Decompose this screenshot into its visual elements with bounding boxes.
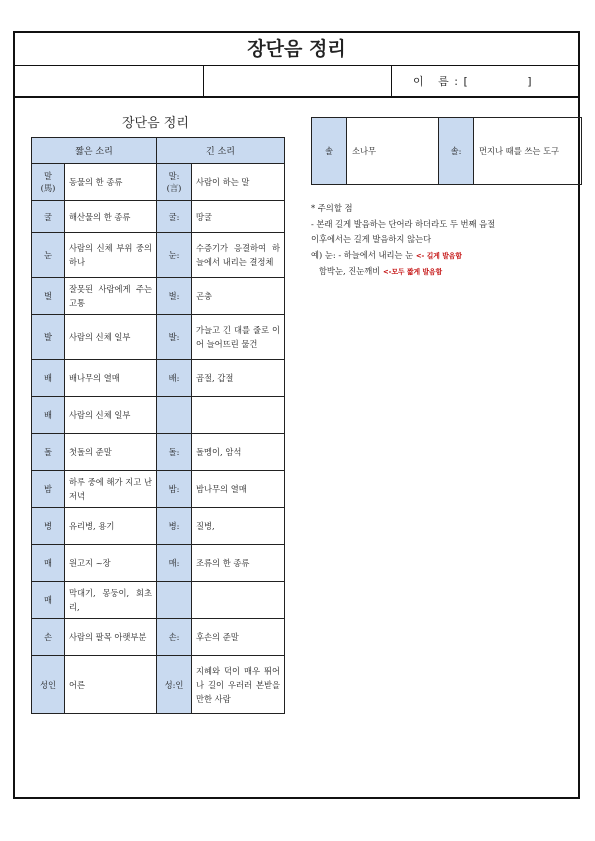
short-meaning: 사람의 신체 일부 (65, 397, 157, 434)
table-row (32, 360, 285, 397)
long-word (157, 582, 192, 619)
short-meaning: 하루 중에 해가 지고 난 저녁 (65, 471, 157, 508)
short-meaning: 사람의 팔목 아랫부분 (65, 619, 157, 656)
extra-word-table (311, 117, 582, 185)
long-meaning: 밤나무의 열매 (192, 471, 285, 508)
example-text: 함박눈, 진눈깨비 (311, 266, 383, 276)
long-meaning: 돌멩이, 암석 (192, 434, 285, 471)
short-meaning: 소나무 (347, 118, 439, 185)
short-word: 눈 (32, 233, 65, 278)
long-meaning: 곱절, 갑절 (192, 360, 285, 397)
short-meaning: 사람의 신체 부위 중의 하나 (65, 233, 157, 278)
short-meaning: 원고지 ~장 (65, 545, 157, 582)
table-row (32, 582, 285, 619)
short-sound-header: 짧은 소리 (32, 138, 157, 164)
info-row (13, 65, 580, 98)
short-meaning: 배나무의 열매 (65, 360, 157, 397)
long-meaning: 곤충 (192, 278, 285, 315)
example-mark: <-모두 짧게 발음함 (382, 268, 443, 276)
long-meaning: 먼지나 때를 쓰는 도구 (474, 118, 582, 185)
short-word: 발 (32, 315, 65, 360)
long-word (157, 397, 192, 434)
long-word: 손: (157, 619, 192, 656)
long-word: 발: (157, 315, 192, 360)
table-row (32, 201, 285, 233)
long-meaning: 지혜와 덕이 매우 뛰어나 길이 우러러 본받을 만한 사람 (192, 656, 285, 714)
long-word: 말: (言) (157, 164, 192, 201)
long-sound-header: 긴 소리 (157, 138, 285, 164)
notes-heading: * 주의할 점 (311, 203, 353, 213)
long-word: 벌: (157, 278, 192, 315)
long-word: 밤: (157, 471, 192, 508)
example-mark: <- 길게 발음함 (415, 251, 462, 260)
short-meaning: 잘못된 사람에게 주는 고통 (65, 278, 157, 315)
table-row (32, 434, 285, 471)
long-word: 돌: (157, 434, 192, 471)
table-row (32, 315, 285, 360)
long-word: 배: (157, 360, 192, 397)
page-title: 장단음 정리 (13, 31, 580, 66)
long-word: 병: (157, 508, 192, 545)
table-row (32, 233, 285, 278)
info-cell-2 (204, 66, 392, 96)
short-meaning: 유리병, 용기 (65, 508, 157, 545)
short-meaning: 첫돌의 준말 (65, 434, 157, 471)
long-meaning: 사람이 하는 말 (192, 164, 285, 201)
table-row (32, 471, 285, 508)
short-word: 성인 (32, 656, 65, 714)
short-word: 밤 (32, 471, 65, 508)
table-row (32, 545, 285, 582)
short-word: 굴 (32, 201, 65, 233)
long-word: 굴: (157, 201, 192, 233)
table-row (32, 619, 285, 656)
short-word: 병 (32, 508, 65, 545)
table-row (32, 397, 285, 434)
word-rows (32, 164, 285, 714)
short-meaning: 동물의 한 종류 (65, 164, 157, 201)
long-meaning: 땅굴 (192, 201, 285, 233)
short-word: 돌 (32, 434, 65, 471)
short-meaning: 어른 (65, 656, 157, 714)
long-word: 성:인 (157, 656, 192, 714)
long-meaning: 수증기가 응결하여 하늘에서 내리는 결정체 (192, 233, 285, 278)
short-meaning: 사람의 신체 일부 (65, 315, 157, 360)
long-meaning: 조류의 한 종류 (192, 545, 285, 582)
notes-example (311, 248, 577, 265)
short-word: 매 (32, 582, 65, 619)
table-row (312, 118, 582, 185)
notes-line: 이후에서는 길게 발음하지 않는다 (311, 234, 432, 244)
long-word: 매: (157, 545, 192, 582)
short-word: 말 (馬) (32, 164, 65, 201)
table-row (32, 508, 285, 545)
short-word: 배 (32, 360, 65, 397)
long-meaning: 가늘고 긴 대를 줄로 이어 늘어뜨린 물건 (192, 315, 285, 360)
short-meaning: 막대기, 몽둥이, 회초리, (65, 582, 157, 619)
long-word: 눈: (157, 233, 192, 278)
notes-section (311, 201, 577, 281)
short-word: 솔 (312, 118, 347, 185)
long-meaning (192, 397, 285, 434)
long-meaning: 질병, (192, 508, 285, 545)
word-table (31, 137, 285, 714)
table-row (32, 164, 285, 201)
short-meaning: 해산물의 한 종류 (65, 201, 157, 233)
notes-example (311, 264, 577, 281)
short-word: 손 (32, 619, 65, 656)
example-text: 예) 눈: - 하늘에서 내리는 눈 (311, 249, 416, 260)
short-word: 매 (32, 545, 65, 582)
notes-line: - 본래 길게 발음하는 단어라 하더라도 두 번째 음절 (311, 218, 496, 229)
long-meaning: 후손의 준말 (192, 619, 285, 656)
short-word: 배 (32, 397, 65, 434)
name-field-label: 이 름 : [ ] (413, 75, 533, 88)
table-row (32, 656, 285, 714)
long-meaning (192, 582, 285, 619)
table-title: 장단음 정리 (122, 116, 189, 131)
table-row (32, 278, 285, 315)
long-word: 솔: (439, 118, 474, 185)
info-cell-1 (15, 66, 204, 96)
short-word: 벌 (32, 278, 65, 315)
